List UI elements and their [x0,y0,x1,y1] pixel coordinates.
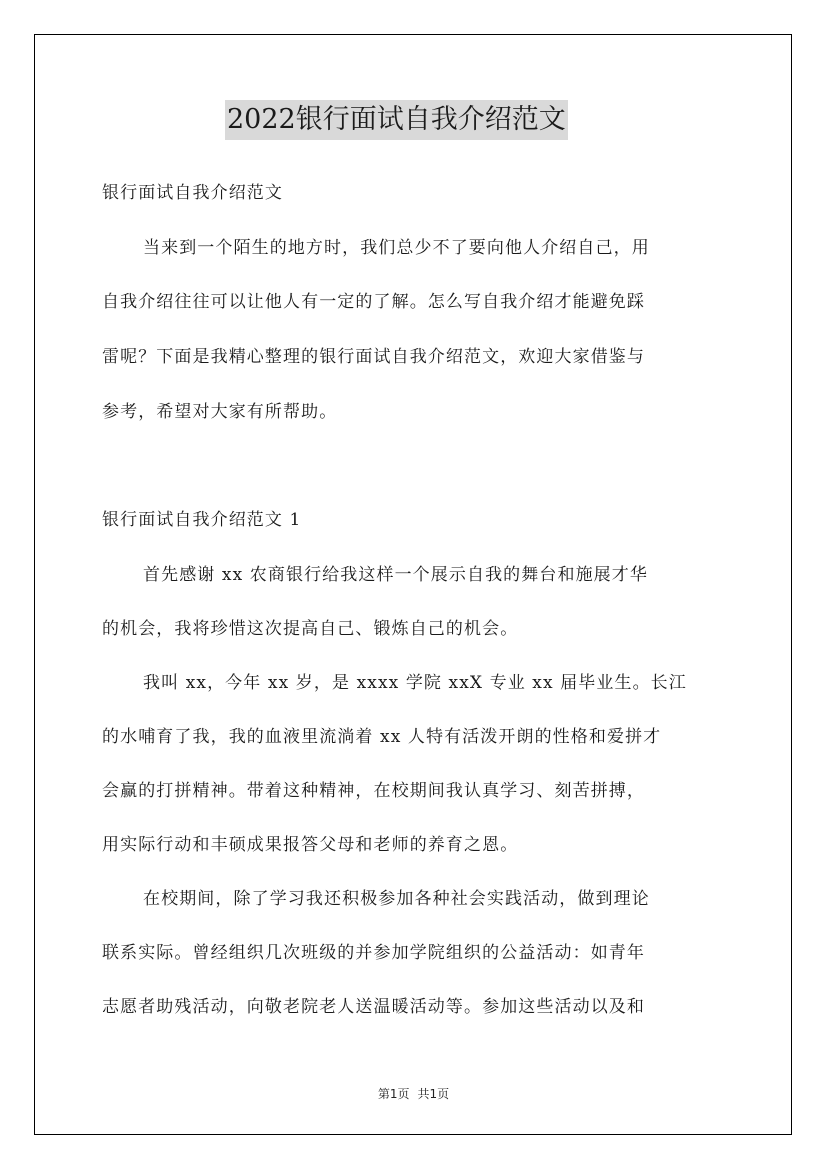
paragraph-line: 在校期间，除了学习我还积极参加各种社会实践活动，做到理论 [143,889,650,909]
page-number: 第1页 [377,1087,410,1101]
paragraph-line: 用实际行动和丰硕成果报答父母和老师的养育之恩。 [102,835,519,855]
section-heading: 银行面试自我介绍范文 [102,183,283,203]
section-heading: 银行面试自我介绍范文 1 [102,510,302,530]
document-title: 2022银行面试自我介绍范文 [225,100,568,140]
page-footer [0,1085,827,1102]
paragraph-line: 联系实际。曾经组织几次班级的并参加学院组织的公益活动：如青年 [102,943,645,963]
paragraph-line: 首先感谢 xx 农商银行给我这样一个展示自我的舞台和施展才华 [143,565,648,585]
paragraph-line: 的机会，我将珍惜这次提高自己、锻炼自己的机会。 [102,619,519,639]
paragraph-line: 当来到一个陌生的地方时，我们总少不了要向他人介绍自己，用 [143,238,650,258]
paragraph-line: 自我介绍往往可以让他人有一定的了解。怎么写自我介绍才能避免踩 [102,292,645,312]
paragraph-line: 志愿者助残活动，向敬老院老人送温暖活动等。参加这些活动以及和 [102,997,645,1017]
paragraph-line: 参考，希望对大家有所帮助。 [102,402,338,422]
paragraph-line: 会赢的打拼精神。带着这种精神，在校期间我认真学习、刻苦拼搏， [102,781,645,801]
page-total: 共1页 [417,1087,450,1101]
paragraph-line: 我叫 xx，今年 xx 岁，是 xxxx 学院 xxX 专业 xx 届毕业生。长江 [143,673,687,693]
paragraph-line: 的水哺育了我，我的血液里流淌着 xx 人特有活泼开朗的性格和爱拼才 [102,727,662,747]
paragraph-line: 雷呢？下面是我精心整理的银行面试自我介绍范文，欢迎大家借鉴与 [102,347,645,367]
